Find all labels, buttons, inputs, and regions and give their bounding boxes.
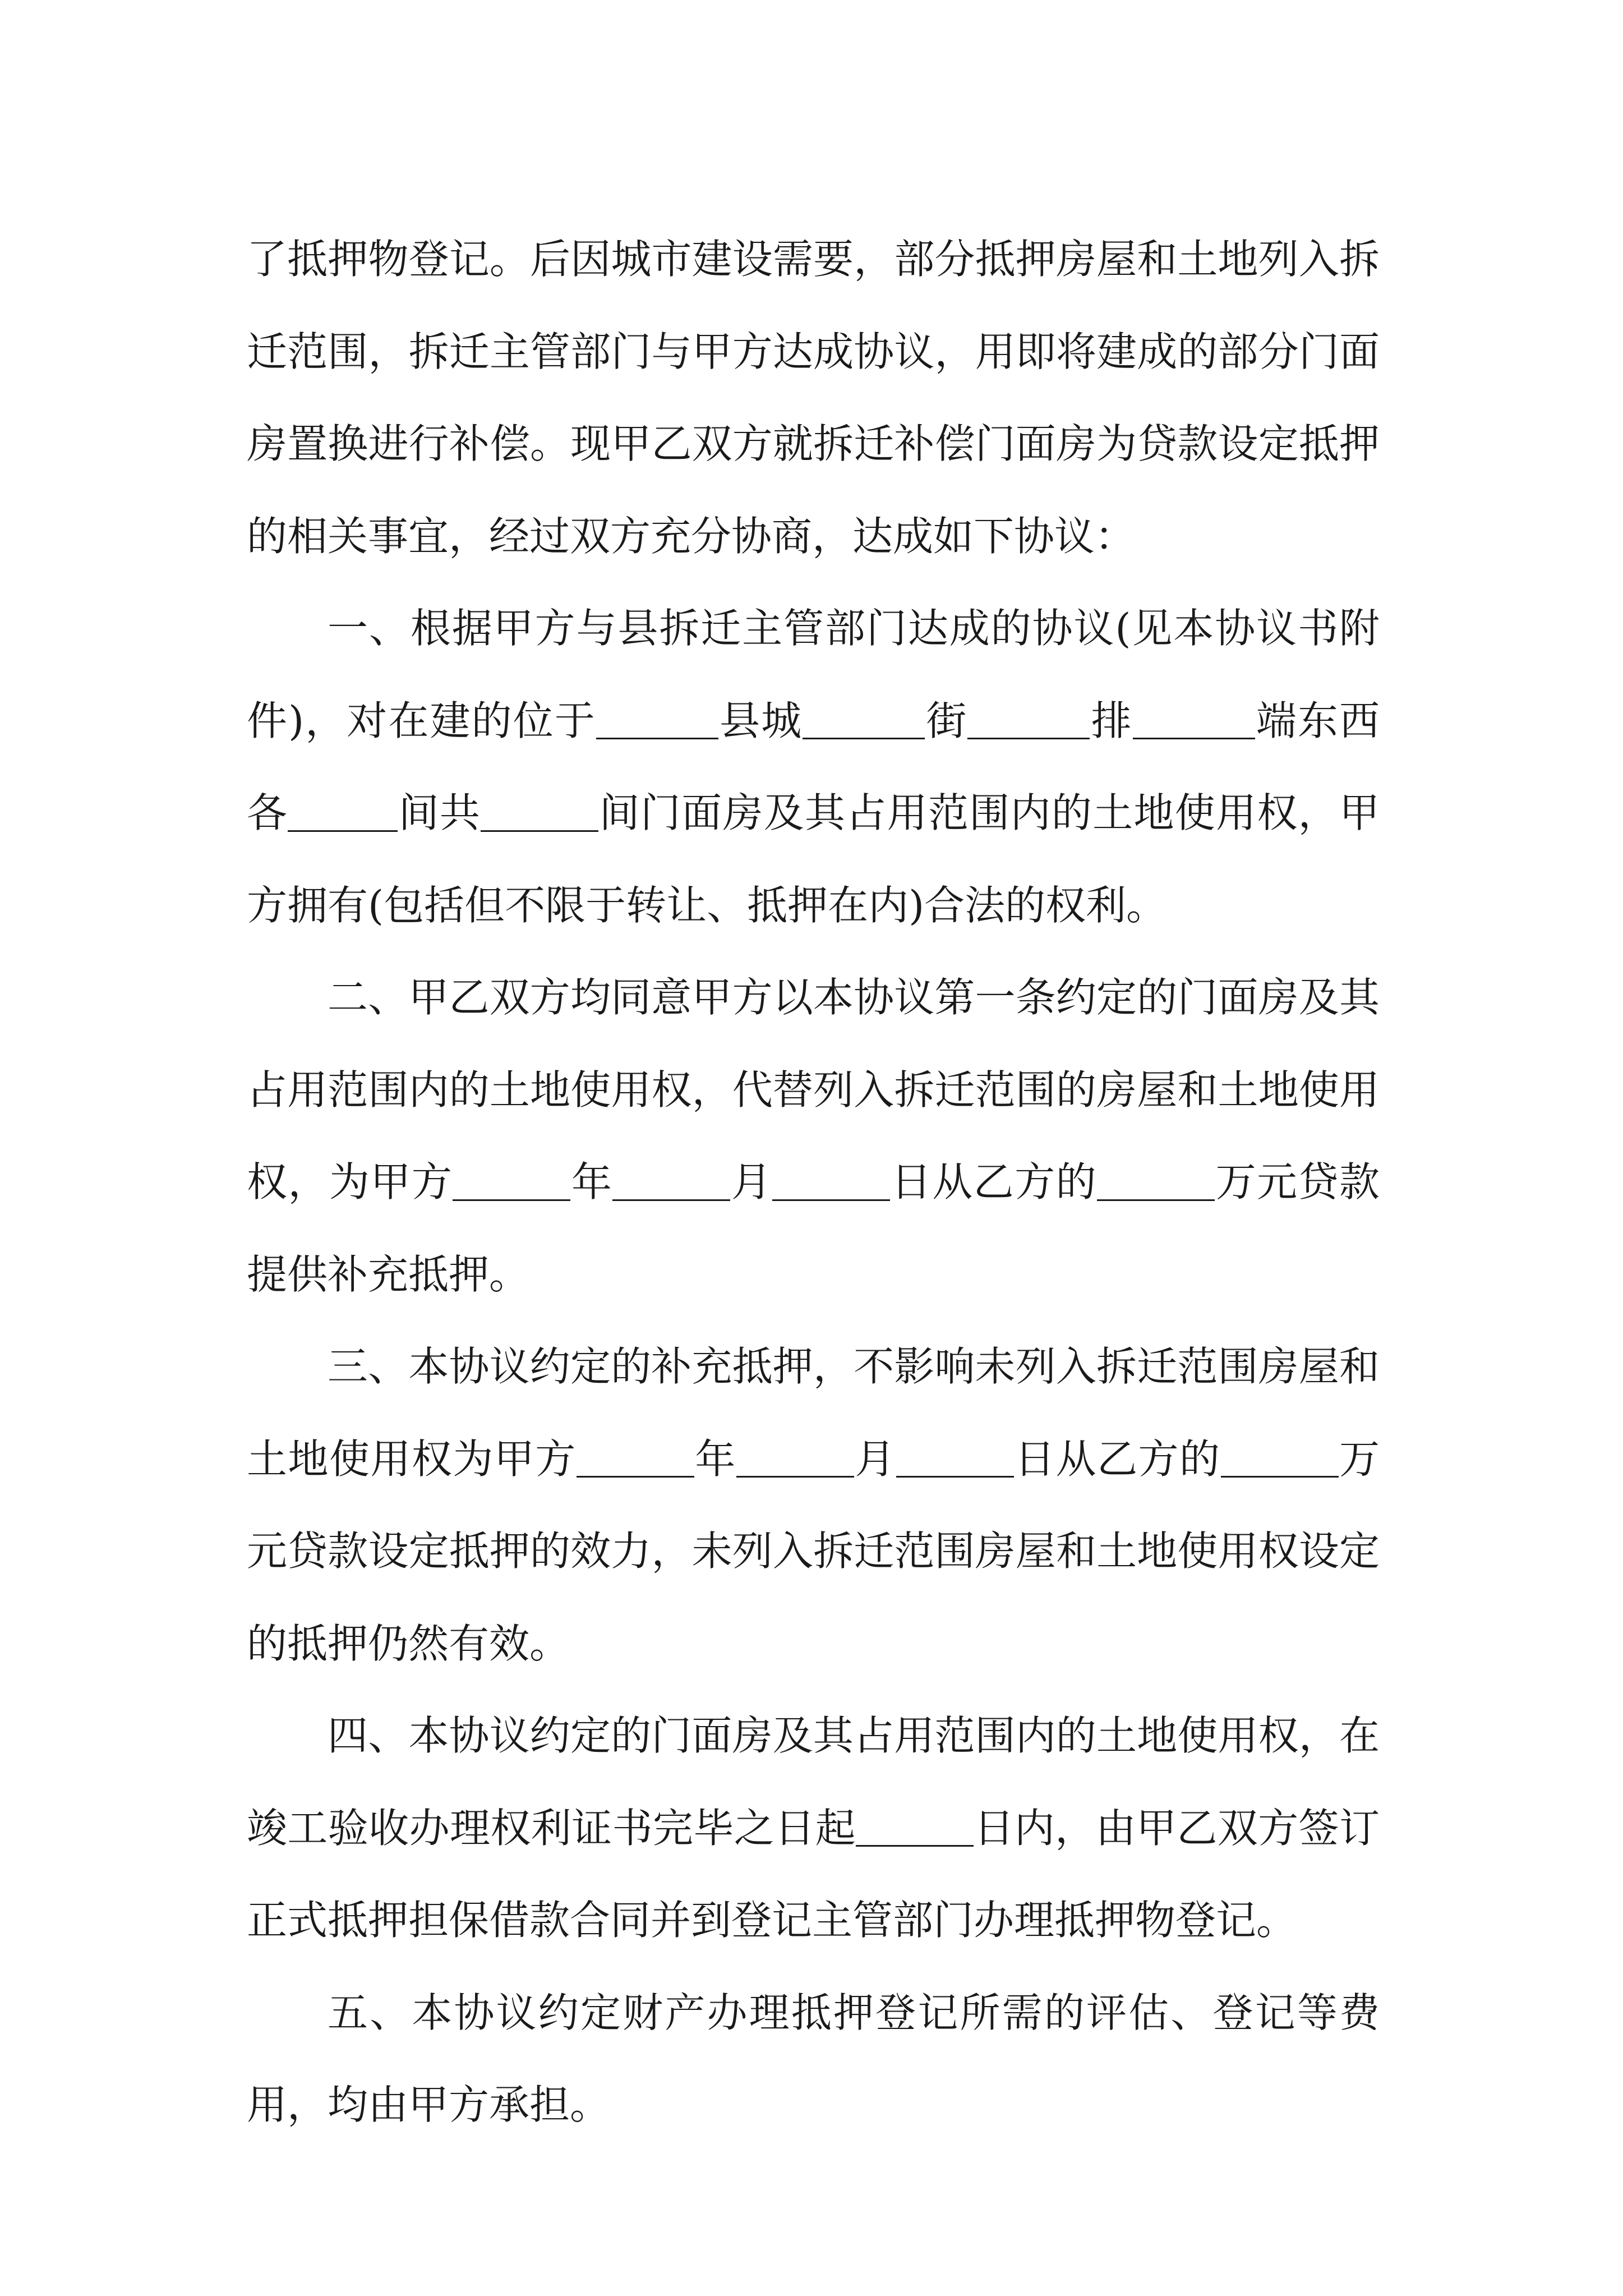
clause-3-paragraph: 三、本协议约定的补充抵押，不影响未列入拆迁范围房屋和土地使用权为甲方 年 月 日从乙方的 万元贷款设定抵押的效力，未列入拆迁范围房屋和土地使用权设定的抵押仍然有效。 [247,1343,1380,1667]
blank-field-row[interactable] [967,700,1090,739]
clause-1-paragraph: 一、根据甲方与县拆迁主管部门达成的协议(见本协议书附件)，对在建的位于 县城 街 排 端东西各 间共 间门面房及其占用范围内的土地使用权，甲方拥有(包括但不限于转让、抵押在内)合法的权利。 [247,605,1380,929]
blank-field-days[interactable] [856,1807,974,1847]
blank-field-month[interactable] [736,1438,854,1478]
blank-field-loan-amount[interactable] [1097,1161,1215,1200]
blank-field-year[interactable] [453,1161,570,1200]
blank-field-location[interactable] [596,700,718,739]
blank-field-day[interactable] [772,1161,890,1200]
blank-field-total-count[interactable] [481,792,598,831]
blank-field-day[interactable] [896,1438,1014,1478]
blank-field-month[interactable] [612,1161,730,1200]
clause-2-paragraph: 二、甲乙双方均同意甲方以本协议第一条约定的门面房及其占用范围内的土地使用权，代替列入拆迁范围的房屋和土地使用权，为甲方 年 月 日从乙方的 万元贷款提供补充抵押。 [247,974,1380,1298]
clause-4-paragraph: 四、本协议约定的门面房及其占用范围内的土地使用权，在竣工验收办理权利证书完毕之日起 日内，由甲乙双方签订正式抵押担保借款合同并到登记主管部门办理抵押物登记。 [247,1712,1380,1944]
blank-field-each-count[interactable] [288,792,398,831]
blank-field-year[interactable] [577,1438,694,1478]
blank-field-street[interactable] [803,700,925,739]
blank-field-loan-amount[interactable] [1221,1438,1339,1478]
paragraph-preamble-continuation: 了抵押物登记。后因城市建设需要，部分抵押房屋和土地列入拆迁范围，拆迁主管部门与甲方达成协议，用即将建成的部分门面房置换进行补偿。现甲乙双方就拆迁补偿门面房为贷款设定抵押的相关事宜，经过双方充分协商，达成如下协议： [247,236,1380,560]
blank-field-row-number[interactable] [1133,700,1255,739]
document-body [247,213,1380,2151]
clause-5-paragraph: 五、本协议约定财产办理抵押登记所需的评估、登记等费用，均由甲方承担。 [247,1989,1380,2128]
